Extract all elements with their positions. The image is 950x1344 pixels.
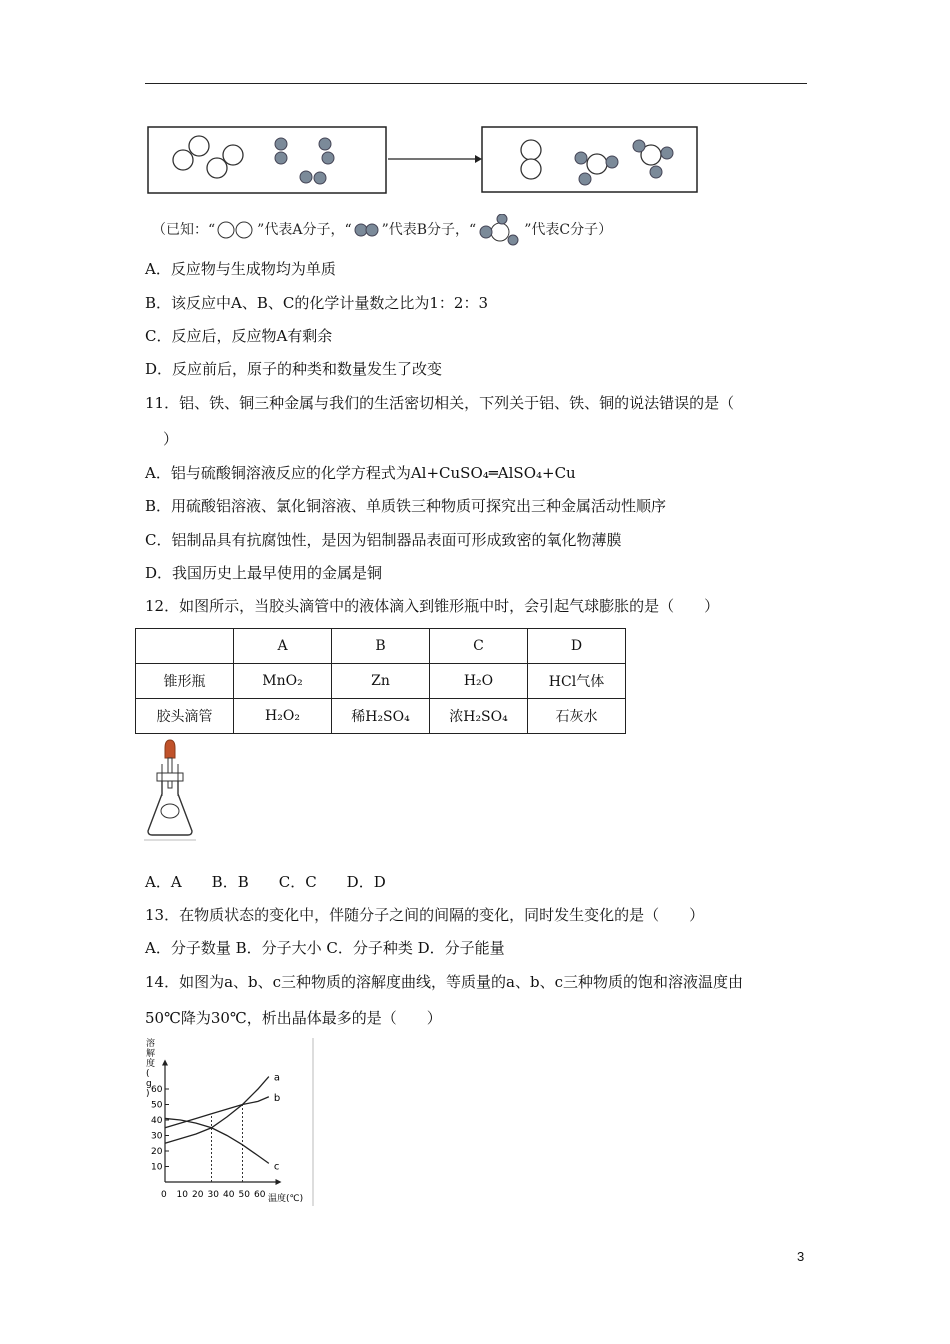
curve-label-b: b [273,1092,281,1104]
table-cell: B [332,629,430,664]
curve-c [165,1118,269,1163]
y-tick-label: 30 [151,1131,163,1142]
curve-label-a: a [273,1072,280,1084]
q12-table [135,628,626,734]
curve-b [165,1097,269,1128]
q11-option-b: B．用硫酸铝溶液、氯化铜溶液、单质铁三种物质可探究出三种金属活动性顺序 [145,497,667,515]
table-cell [136,629,234,664]
table-cell: A [234,629,332,664]
q11-stem-cont: ） [163,430,179,448]
y-tick-label: 60 [151,1085,163,1095]
q10-option-d: D．反应前后，原子的种类和数量发生了改变 [145,360,443,378]
x-axis-label: 温度(℃) [268,1194,304,1204]
table-cell: 浓H₂SO₄ [430,699,528,734]
molecule-a-remaining [521,140,541,179]
molecule-a-icon [215,221,257,239]
table-header-row [136,629,626,664]
table-cell: H₂O₂ [234,699,332,734]
legend-text: ”代表A分子，“ [257,222,352,238]
molecule-c-group [575,140,673,185]
y-axis-label-text: 溶解度( g ) [146,1039,156,1099]
molecule-c-icon [476,214,524,246]
y-tick-label: 50 [151,1100,163,1111]
q10-option-c: C．反应后，反应物A有剩余 [145,327,333,345]
stopper [157,773,183,781]
table-cell: MnO₂ [234,664,332,699]
q11-option-c: C．铝制品具有抗腐蚀性，是因为铝制器品表面可形成致密的氧化物薄膜 [145,531,622,549]
q11-option-a: A．铝与硫酸铜溶液反应的化学方程式为Al+CuSO₄═AlSO₄+Cu [145,464,576,482]
y-tick-label: 40 [151,1116,163,1126]
x-tick-label: 20 [192,1190,204,1200]
table-cell: 胶头滴管 [136,699,234,734]
x-tick-label: 60 [254,1190,266,1200]
q12-stem: 12．如图所示，当胶头滴管中的液体滴入到锥形瓶中时，会引起气球膨胀的是（ ） [145,597,720,615]
diagram-legend [152,214,612,246]
q11-stem: 11．铝、铁、铜三种金属与我们的生活密切相关，下列关于铝、铁、铜的说法错误的是（ [145,394,735,412]
table-cell: HCl气体 [528,664,626,699]
x-tick-label: 30 [207,1190,219,1200]
q10-option-b: B．该反应中A、B、C的化学计量数之比为1：2：3 [145,294,488,312]
page-number: 3 [797,1249,805,1264]
table-cell: H₂O [430,664,528,699]
curve-a [165,1077,269,1144]
q13-options: A．分子数量 B．分子大小 C．分子种类 D．分子能量 [145,939,505,957]
q14-stem-cont: 50℃降为30℃，析出晶体最多的是（ ） [145,1009,442,1027]
legend-text: ”代表C分子） [524,222,613,238]
flask-figure [140,736,200,842]
chart-axes [162,1060,282,1186]
reaction-diagram [145,122,705,200]
dropper-bulb [165,740,175,758]
x-tick-label: 0 [161,1190,167,1200]
header-rule [145,83,807,84]
y-tick-label: 20 [151,1147,163,1157]
x-tick-label: 10 [176,1190,188,1200]
table-cell: 石灰水 [528,699,626,734]
molecule-a-group [173,136,243,178]
solubility-chart [140,1036,316,1208]
y-tick-label: 10 [151,1162,163,1173]
q13-stem: 13．在物质状态的变化中，伴随分子之间的间隔的变化，同时发生变化的是（ ） [145,906,705,924]
molecule-b-icon [352,221,382,239]
q12-options: A．A B．B C．C D．D [145,873,386,891]
x-tick-label: 40 [223,1190,235,1200]
curve-label-c: c [273,1161,280,1173]
table-row [136,664,626,699]
q10-option-a: A．反应物与生成物均为单质 [145,260,336,278]
legend-text: ”代表B分子，“ [381,222,477,238]
balloon [161,804,179,818]
legend-text: （已知：“ [152,222,216,238]
q14-stem: 14．如图为a、b、c三种物质的溶解度曲线，等质量的a、b、c三种物质的饱和溶液温度由 [145,973,743,991]
q11-option-d: D．我国历史上最早使用的金属是铜 [145,564,383,582]
table-cell: 锥形瓶 [136,664,234,699]
table-cell: Zn [332,664,430,699]
table-cell: D [528,629,626,664]
table-row [136,699,626,734]
x-tick-label: 50 [238,1190,250,1200]
molecule-b-group [275,138,334,184]
table-cell: 稀H₂SO₄ [332,699,430,734]
table-cell: C [430,629,528,664]
